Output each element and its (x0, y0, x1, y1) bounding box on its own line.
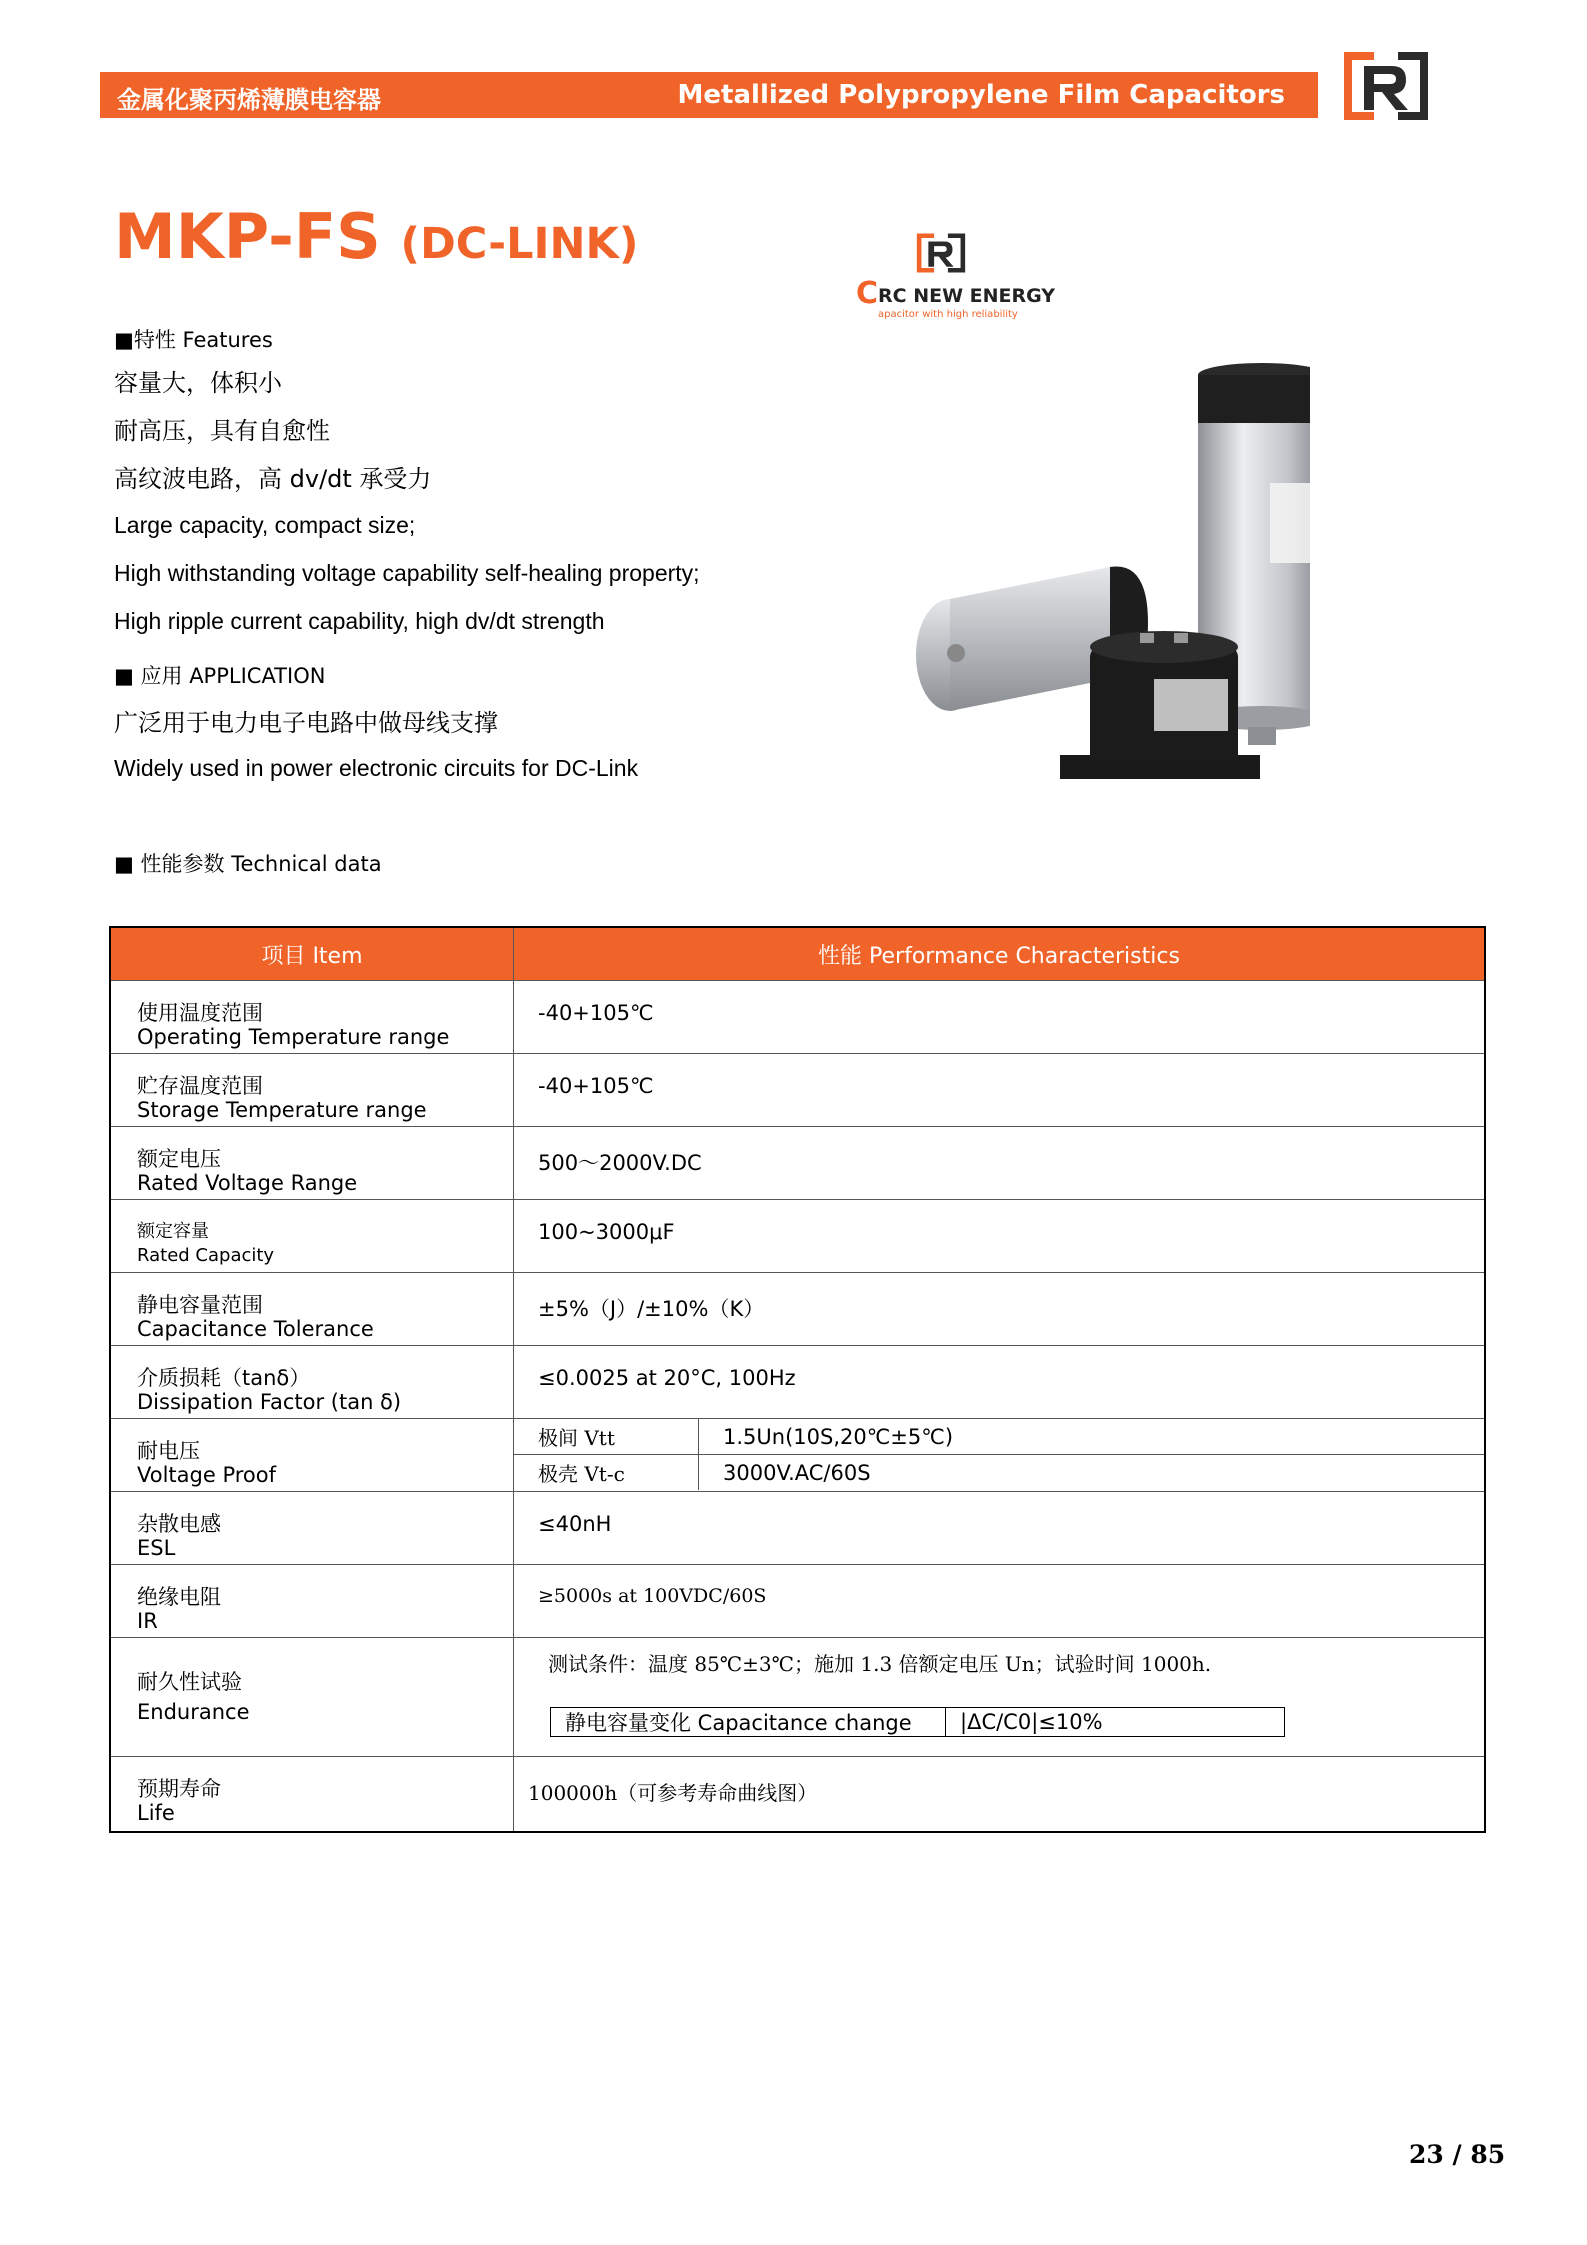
item-en: Rated Capacity (137, 1245, 275, 1266)
item-value: -40+105℃ (538, 1001, 654, 1025)
table-row (110, 1127, 1485, 1200)
table-row (110, 1492, 1485, 1565)
table-row (110, 1054, 1485, 1127)
item-cn: 绝缘电阻 (137, 1585, 221, 1609)
table-row (110, 981, 1485, 1054)
item-value: ≤0.0025 at 20°C, 100Hz (538, 1366, 796, 1390)
voltage-proof-key: 极间 Vtt (514, 1419, 699, 1454)
endurance-change-label: 静电容量变化 Capacitance change (551, 1707, 946, 1737)
col-performance-header: 性能 Performance Characteristics (514, 927, 1486, 981)
endurance-change-box (550, 1707, 1285, 1737)
item-en: Capacitance Tolerance (137, 1317, 374, 1341)
item-en: Dissipation Factor (tan δ) (137, 1390, 402, 1414)
brand-c-glyph-icon: C (856, 276, 879, 311)
item-cn: 耐久性试验 (137, 1670, 242, 1694)
item-cn: 耐电压 (137, 1439, 200, 1463)
item-en: ESL (137, 1536, 176, 1560)
item-en: Storage Temperature range (137, 1098, 427, 1122)
product-photo (910, 335, 1310, 795)
table-row (110, 1757, 1485, 1832)
item-en: Operating Temperature range (137, 1025, 450, 1049)
brand-name: RC NEW ENERGY (878, 285, 1056, 307)
item-en: Life (137, 1801, 175, 1825)
table-row (110, 1346, 1485, 1419)
brand-tagline: apacitor with high reliability (878, 309, 1018, 320)
technical-heading: ■ 性能参数 Technical data (114, 852, 382, 876)
table-row (110, 1200, 1485, 1273)
item-value: ±5%（J）/±10%（K） (538, 1297, 765, 1321)
table-header-row (110, 927, 1485, 981)
voltage-proof-value: 1.5Un(10S,20℃±5℃) (723, 1424, 954, 1449)
item-cn: 使用温度范围 (137, 1001, 263, 1025)
company-logo-icon (1340, 46, 1432, 126)
item-value: 500～2000V.DC (538, 1151, 702, 1175)
voltage-proof-subrow (514, 1419, 1484, 1454)
page-number: 23 / 85 (1409, 2140, 1506, 2169)
item-cn: 杂散电感 (137, 1512, 221, 1536)
brand-block (856, 230, 1056, 330)
item-cn: 额定容量 (137, 1221, 209, 1242)
item-en: Endurance (137, 1700, 250, 1724)
technical-table (109, 926, 1486, 1833)
voltage-proof-value: 3000V.AC/60S (723, 1460, 871, 1485)
table-row-endurance (110, 1638, 1485, 1757)
application-en: Widely used in power electronic circuits for DC-Link (114, 755, 639, 781)
application-cn: 广泛用于电力电子电路中做母线支撑 (114, 709, 498, 737)
application-heading: ■ 应用 APPLICATION (114, 664, 326, 688)
item-cn: 介质损耗（tanδ） (137, 1366, 311, 1390)
feature-cn-3: 高纹波电路，高 dv/dt 承受力 (114, 465, 432, 493)
endurance-change-value: |ΔC/C0|≤10% (960, 1710, 1103, 1734)
item-value: ≤40nH (538, 1512, 612, 1536)
feature-en-3: High ripple current capability, high dv/dt strength (114, 608, 605, 634)
item-value: -40+105℃ (538, 1074, 654, 1098)
item-cn: 贮存温度范围 (137, 1074, 263, 1098)
item-cn: 静电容量范围 (137, 1293, 263, 1317)
item-en: IR (137, 1609, 158, 1633)
item-en: Voltage Proof (137, 1463, 277, 1487)
header-banner (100, 72, 1318, 118)
item-value: ≥5000s at 100VDC/60S (538, 1585, 767, 1607)
item-value: 100000h（可参考寿命曲线图） (528, 1781, 818, 1805)
features-heading: ■特性 Features (114, 328, 273, 352)
feature-en-2: High withstanding voltage capability self-healing property; (114, 560, 700, 586)
feature-cn-1: 容量大，体积小 (114, 369, 282, 397)
feature-cn-2: 耐高压，具有自愈性 (114, 417, 330, 445)
feature-en-1: Large capacity, compact size; (114, 512, 416, 538)
product-type: (DC-LINK) (400, 219, 639, 269)
item-en: Rated Voltage Range (137, 1171, 358, 1195)
item-cn: 额定电压 (137, 1147, 221, 1171)
voltage-proof-subrow (514, 1454, 1484, 1490)
table-row (110, 1565, 1485, 1638)
product-model: MKP-FS (114, 200, 381, 273)
voltage-proof-key: 极壳 Vt-c (514, 1455, 699, 1490)
table-row-voltage-proof (110, 1419, 1485, 1492)
header-title-cn: 金属化聚丙烯薄膜电容器 (117, 86, 381, 114)
product-title (114, 200, 639, 273)
header-title-en: Metallized Polypropylene Film Capacitors (677, 80, 1285, 110)
endurance-condition: 测试条件：温度 85℃±3℃；施加 1.3 倍额定电压 Un；试验时间 1000h. (548, 1652, 1212, 1676)
col-item-header: 项目 Item (110, 927, 514, 981)
item-value: 100~3000μF (538, 1220, 675, 1244)
brand-logo-icon (906, 230, 976, 276)
item-cn: 预期寿命 (137, 1777, 221, 1801)
table-row (110, 1273, 1485, 1346)
